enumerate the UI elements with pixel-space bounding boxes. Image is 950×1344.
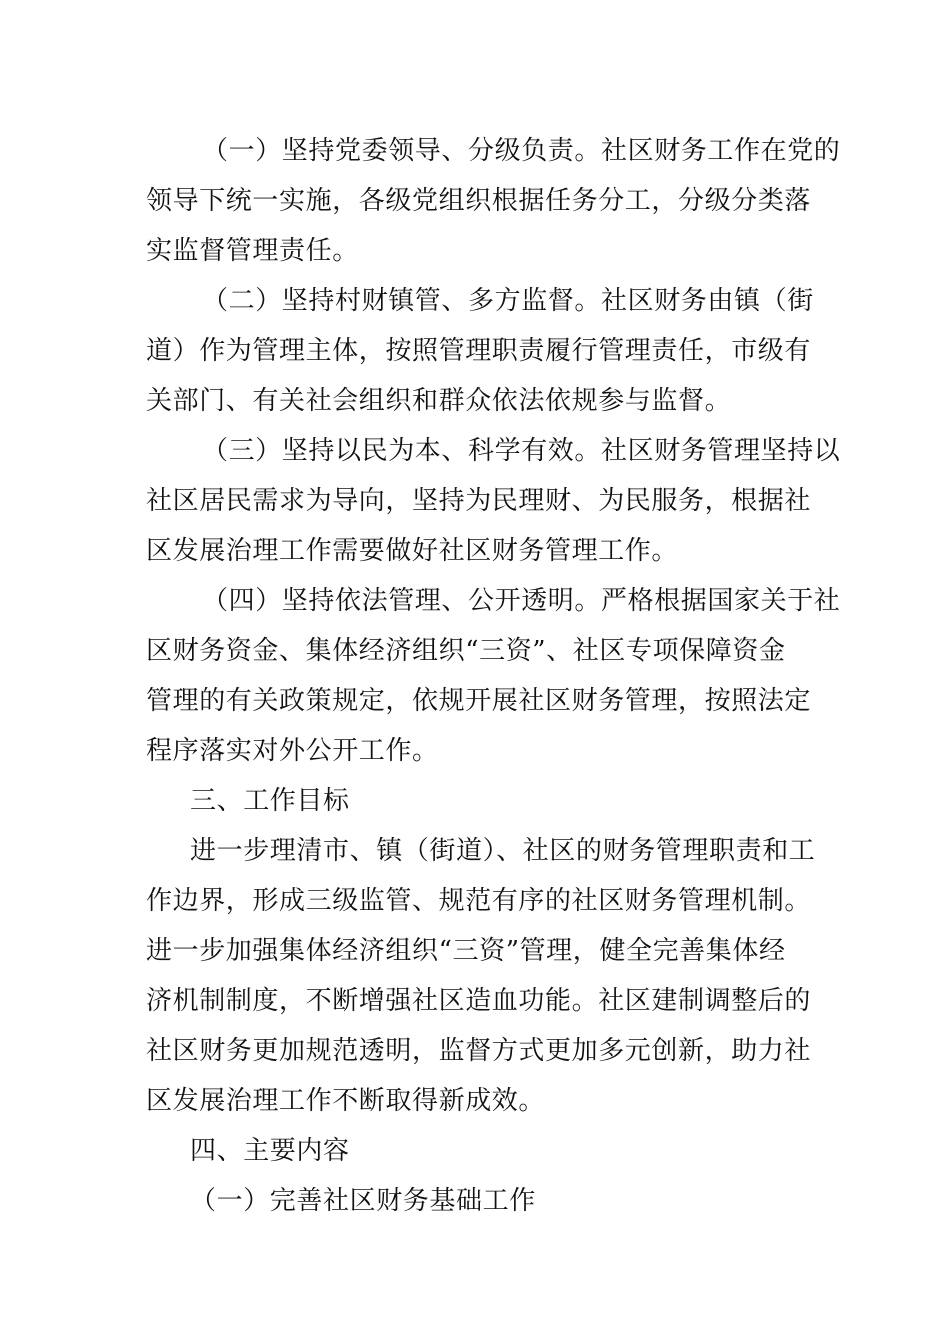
heading-line: 三、工作目标	[190, 786, 350, 816]
text-line: 领导下统一实施，各级党组织根据任务分工，分级分类落	[146, 186, 812, 216]
text-line: （三）坚持以民为本、科学有效。社区财务管理坚持以	[202, 436, 841, 466]
principle-paragraph-3	[146, 426, 841, 576]
text-line: 程序落实对外公开工作。	[146, 736, 439, 766]
section-heading-goals	[146, 776, 806, 826]
text-line: 实监督管理责任。	[146, 236, 359, 266]
text-line: 区发展治理工作需要做好社区财务管理工作。	[146, 536, 679, 566]
text-line: 作边界，形成三级监管、规范有序的社区财务管理机制。	[146, 886, 812, 916]
subsection-heading-1	[146, 1176, 806, 1226]
principle-paragraph-1	[146, 126, 841, 276]
text-line: 社区财务更加规范透明，监督方式更加多元创新，助力社	[146, 1036, 812, 1066]
text-line: 济机制制度，不断增强社区造血功能。社区建制调整后的	[146, 986, 812, 1016]
text-line: （二）坚持村财镇管、多方监督。社区财务由镇（街	[202, 286, 814, 316]
text-line: 区发展治理工作不断取得新成效。	[146, 1086, 546, 1116]
text-line: 社区居民需求为导向，坚持为民理财、为民服务，根据社	[146, 486, 812, 516]
text-line: 关部门、有关社会组织和群众依法依规参与监督。	[146, 386, 732, 416]
text-line: 进一步理清市、镇（街道）、社区的财务管理职责和工	[190, 836, 816, 866]
section-heading-main-content	[146, 1126, 806, 1176]
heading-line: （一）完善社区财务基础工作	[190, 1186, 536, 1216]
principle-paragraph-4	[146, 576, 841, 776]
text-line: 进一步加强集体经济组织“三资”管理，健全完善集体经	[146, 936, 786, 966]
text-line: 管理的有关政策规定，依规开展社区财务管理，按照法定	[146, 686, 812, 716]
principle-paragraph-2	[146, 276, 814, 426]
goals-paragraph	[146, 826, 816, 1126]
text-line: （四）坚持依法管理、公开透明。严格根据国家关于社	[202, 586, 841, 616]
text-line: 区财务资金、集体经济组织“三资”、社区专项保障资金	[146, 636, 786, 666]
document-body	[146, 126, 841, 1226]
text-line: （一）坚持党委领导、分级负责。社区财务工作在党的	[202, 136, 841, 166]
heading-line: 四、主要内容	[190, 1136, 350, 1166]
text-line: 道）作为管理主体，按照管理职责履行管理责任，市级有	[146, 336, 812, 366]
